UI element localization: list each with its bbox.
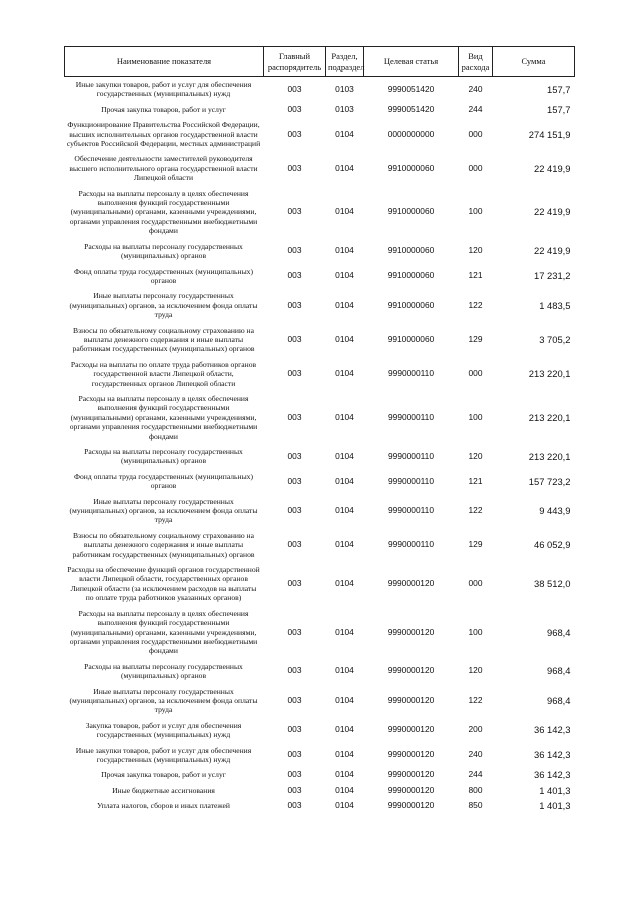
row-type: 121	[468, 475, 483, 486]
row-grbs: 003	[287, 784, 302, 795]
row-name: Расходы на выплаты персоналу в целях обеспечения выполнения функций государственными (муниципальными) органами, казенными учреждениями, органами управления государственными внебюджетными фондами	[69, 188, 258, 236]
row-target: 9990000120	[387, 800, 435, 811]
row-type: 244	[468, 769, 483, 780]
row-sum: 968,4	[547, 665, 571, 677]
row-sum: 213 220,1	[528, 411, 571, 423]
row-name: Иные выплаты персоналу государственных (муниципальных) органов, за исключением фонда оплаты труда	[69, 496, 258, 525]
row-type: 850	[468, 800, 483, 811]
row-sum: 3 705,2	[539, 333, 571, 345]
row-grbs: 003	[287, 665, 302, 676]
row-section: 0104	[335, 694, 354, 705]
row-name: Фонд оплаты труда государственных (муниципальных) органов	[73, 471, 253, 491]
row-target: 9910000060	[387, 333, 435, 344]
row-type: 122	[468, 299, 483, 310]
row-grbs: 003	[287, 539, 302, 550]
row-sum: 17 231,2	[534, 270, 571, 282]
row-sum: 38 512,0	[534, 578, 571, 590]
row-section: 0103	[335, 83, 354, 94]
table-row	[65, 528, 575, 562]
table-row	[65, 391, 575, 444]
row-type: 122	[468, 694, 483, 705]
row-name: Расходы на обеспечение функций органов государственной власти Липецкой области, государственных органов Липецкой области (за исключением расходов на выплаты по оплате труда работников указанных органов)	[67, 565, 260, 603]
row-target: 9910000060	[387, 270, 435, 281]
row-grbs: 003	[287, 245, 302, 256]
row-section: 0104	[335, 475, 354, 486]
row-sum: 157,7	[547, 103, 571, 115]
row-name: Прочая закупка товаров, работ и услуг	[101, 104, 226, 114]
table-row	[65, 684, 575, 718]
row-name: Иные бюджетные ассигнования	[112, 785, 215, 795]
row-name: Расходы на выплаты персоналу государственных (муниципальных) органов	[84, 447, 243, 466]
row-name: Уплата налогов, сборов и иных платежей	[97, 801, 230, 811]
table-body	[65, 77, 575, 814]
row-section: 0104	[335, 800, 354, 811]
row-section: 0104	[335, 162, 354, 173]
row-grbs: 003	[287, 694, 302, 705]
row-target: 9990000110	[388, 475, 434, 486]
row-type: 129	[468, 333, 483, 344]
row-section: 0104	[335, 270, 354, 281]
row-grbs: 003	[287, 505, 302, 516]
row-type: 000	[468, 162, 483, 173]
row-sum: 22 419,9	[534, 245, 571, 257]
row-name: Прочая закупка товаров, работ и услуг	[101, 770, 226, 780]
row-sum: 1 483,5	[539, 299, 571, 311]
row-type: 800	[468, 784, 483, 795]
row-section: 0104	[335, 505, 354, 516]
row-target: 9910000060	[387, 206, 435, 217]
table-row	[65, 767, 575, 782]
row-type: 100	[468, 626, 483, 637]
row-name: Расходы на выплаты персоналу в целях обеспечения выполнения функций государственными (муниципальными) органами, казенными учреждениями, органами управления государственными внебюджетными фондами	[69, 608, 258, 656]
row-type: 240	[468, 83, 483, 94]
row-type: 244	[468, 103, 483, 114]
row-name: Расходы на выплаты персоналу государственных (муниципальных) органов	[84, 661, 243, 681]
row-type: 121	[468, 270, 483, 281]
header-grbs: Главный распорядитель	[264, 47, 326, 77]
table-row	[65, 718, 575, 743]
row-name: Расходы на выплаты персоналу государственных (муниципальных) органов	[84, 241, 243, 261]
table-row	[65, 357, 575, 391]
row-sum: 1 401,3	[539, 784, 571, 796]
row-type: 000	[468, 368, 483, 379]
row-section: 0104	[335, 784, 354, 795]
row-type: 120	[468, 450, 483, 461]
row-section: 0104	[335, 450, 354, 461]
row-type: 120	[468, 245, 483, 256]
row-name: Функционирование Правительства Российской Федерации, высших исполнительных органов государственной власти субъектов Российской Федерации, местных администраций	[66, 120, 261, 149]
row-sum: 36 142,3	[534, 769, 571, 781]
table-row	[65, 469, 575, 494]
row-target: 9990000120	[387, 784, 435, 795]
row-grbs: 003	[287, 299, 302, 310]
row-section: 0103	[335, 103, 354, 114]
row-name: Взносы по обязательному социальному страхованию на выплаты денежного содержания и иные выплаты работникам государственных (муниципальных) органов	[72, 325, 255, 354]
row-target: 9910000060	[387, 299, 435, 310]
row-target: 9990000120	[387, 694, 435, 705]
row-target: 9990000110	[388, 368, 434, 379]
row-grbs: 003	[287, 578, 302, 589]
budget-document-page	[64, 46, 574, 814]
row-target: 9990051420	[387, 103, 435, 114]
row-sum: 968,4	[547, 626, 571, 638]
table-row	[65, 77, 575, 102]
table-row	[65, 323, 575, 357]
row-grbs: 003	[287, 368, 302, 379]
row-grbs: 003	[287, 270, 302, 281]
budget-table	[64, 46, 575, 814]
row-type: 129	[468, 539, 483, 550]
row-section: 0104	[335, 626, 354, 637]
row-name: Иные выплаты персоналу государственных (муниципальных) органов, за исключением фонда оплаты труда	[69, 291, 258, 320]
row-name: Закупка товаров, работ и услуг для обеспечения государственных (муниципальных) нужд	[85, 720, 242, 740]
row-target: 0000000000	[387, 128, 435, 139]
row-grbs: 003	[287, 749, 302, 760]
row-grbs: 003	[287, 333, 302, 344]
row-section: 0104	[335, 724, 354, 735]
row-section: 0104	[335, 578, 354, 589]
row-target: 9990051420	[387, 83, 435, 94]
header-sum: Сумма	[493, 47, 575, 77]
row-target: 9990000120	[387, 665, 435, 676]
table-row	[65, 102, 575, 117]
row-sum: 46 052,9	[534, 539, 571, 551]
row-name: Расходы на выплаты по оплате труда работников органов государственной власти Липецкой области, государственных органов Липецкой области	[70, 359, 257, 388]
row-type: 100	[468, 411, 483, 422]
row-target: 9990000120	[387, 769, 435, 780]
row-type: 122	[468, 505, 483, 516]
table-row	[65, 798, 575, 813]
row-grbs: 003	[287, 769, 302, 780]
table-row	[65, 264, 575, 289]
table-row	[65, 659, 575, 684]
row-target: 9990000120	[387, 724, 435, 735]
row-type: 200	[468, 724, 483, 735]
row-name: Обеспечение деятельности заместителей руководителя высшего исполнительного органа государственной власти Липецкой области	[69, 154, 258, 183]
row-sum: 1 401,3	[539, 800, 571, 812]
row-target: 9990000110	[388, 505, 434, 516]
row-type: 100	[468, 206, 483, 217]
table-row	[65, 239, 575, 264]
row-grbs: 003	[287, 411, 302, 422]
row-name: Иные выплаты персоналу государственных (муниципальных) органов, за исключением фонда оплаты труда	[69, 686, 258, 715]
row-target: 9990000110	[388, 539, 434, 550]
row-target: 9990000110	[388, 411, 434, 422]
row-section: 0104	[335, 299, 354, 310]
row-sum: 36 142,3	[534, 749, 571, 761]
table-row	[65, 562, 575, 606]
row-target: 9910000060	[387, 162, 435, 173]
row-type: 000	[468, 578, 483, 589]
row-target: 9990000110	[388, 450, 434, 461]
row-grbs: 003	[287, 103, 302, 114]
table-row	[65, 494, 575, 528]
row-sum: 157,7	[547, 83, 571, 95]
row-name: Иные закупки товаров, работ и услуг для обеспечения государственных (муниципальных) нужд	[75, 80, 252, 99]
table-row	[65, 444, 575, 469]
row-target: 9990000120	[387, 749, 435, 760]
row-grbs: 003	[287, 475, 302, 486]
row-type: 240	[468, 749, 483, 760]
row-sum: 968,4	[547, 694, 571, 706]
row-sum: 36 142,3	[534, 724, 571, 736]
row-sum: 22 419,9	[534, 206, 571, 218]
row-section: 0104	[335, 749, 354, 760]
table-row	[65, 606, 575, 659]
table-header	[65, 47, 575, 77]
row-section: 0104	[335, 128, 354, 139]
row-sum: 213 220,1	[528, 368, 571, 380]
row-sum: 274 151,9	[528, 128, 571, 140]
row-section: 0104	[335, 539, 354, 550]
header-type: Вид расхода	[459, 47, 493, 77]
header-section: Раздел, подраздел	[326, 47, 364, 77]
row-grbs: 003	[287, 162, 302, 173]
row-section: 0104	[335, 411, 354, 422]
row-section: 0104	[335, 769, 354, 780]
table-row	[65, 743, 575, 768]
row-grbs: 003	[287, 206, 302, 217]
row-target: 9910000060	[387, 245, 435, 256]
header-name: Наименование показателя	[65, 47, 264, 77]
row-name: Расходы на выплаты персоналу в целях обеспечения выполнения функций государственными (муниципальными) органами, казенными учреждениями, органами управления государственными внебюджетными фондами	[69, 393, 258, 441]
row-sum: 22 419,9	[534, 162, 571, 174]
row-section: 0104	[335, 206, 354, 217]
row-grbs: 003	[287, 83, 302, 94]
row-type: 000	[468, 128, 483, 139]
header-target: Целевая статья	[364, 47, 459, 77]
table-row	[65, 151, 575, 185]
row-target: 9990000120	[387, 626, 435, 637]
row-section: 0104	[335, 245, 354, 256]
row-type: 120	[468, 665, 483, 676]
row-grbs: 003	[287, 800, 302, 811]
row-section: 0104	[335, 333, 354, 344]
row-target: 9990000120	[387, 578, 435, 589]
row-name: Взносы по обязательному социальному страхованию на выплаты денежного содержания и иные выплаты работникам государственных (муниципальных) органов	[72, 530, 255, 559]
table-row	[65, 186, 575, 239]
row-grbs: 003	[287, 450, 302, 461]
row-name: Иные закупки товаров, работ и услуг для обеспечения государственных (муниципальных) нужд	[75, 745, 252, 764]
row-grbs: 003	[287, 724, 302, 735]
row-section: 0104	[335, 665, 354, 676]
table-row	[65, 783, 575, 798]
row-grbs: 003	[287, 128, 302, 139]
table-row	[65, 288, 575, 322]
row-sum: 157 723,2	[528, 475, 571, 487]
row-section: 0104	[335, 368, 354, 379]
row-grbs: 003	[287, 626, 302, 637]
row-sum: 9 443,9	[539, 505, 571, 517]
row-sum: 213 220,1	[528, 450, 571, 462]
row-name: Фонд оплаты труда государственных (муниципальных) органов	[73, 266, 253, 285]
table-row	[65, 117, 575, 151]
